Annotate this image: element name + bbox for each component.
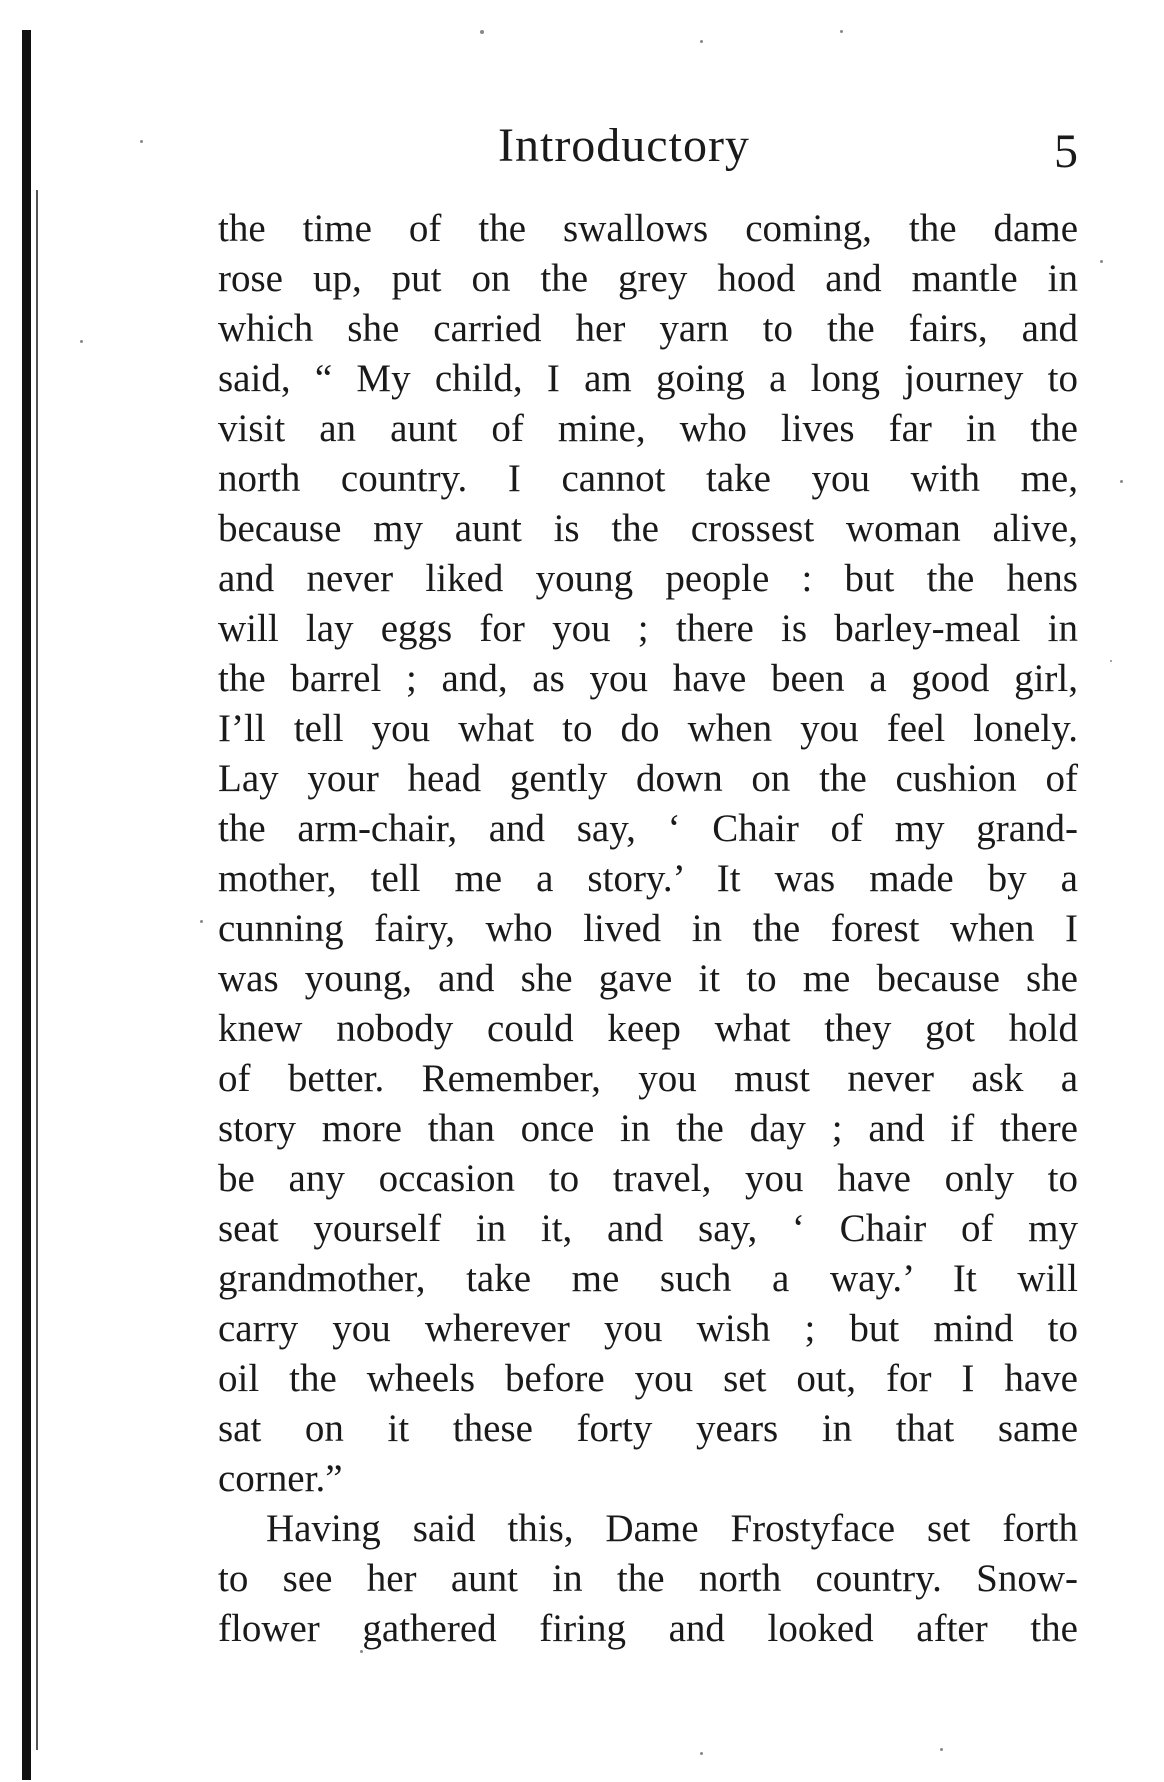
text-line: knew nobody could keep what they got hold: [218, 1007, 1078, 1050]
text-line: sat on it these forty years in that same: [218, 1407, 1078, 1450]
scan-speck: [840, 30, 843, 33]
text-line: said, “ My child, I am going a long journey to: [218, 357, 1078, 400]
text-line: because my aunt is the crossest woman alive,: [218, 507, 1078, 550]
scan-speck: [1100, 260, 1103, 263]
text-line: the time of the swallows coming, the dame: [218, 207, 1078, 250]
scan-speck: [200, 920, 203, 923]
scan-speck: [700, 40, 703, 43]
text-line: cunning fairy, who lived in the forest when I: [218, 907, 1078, 950]
text-line: north country. I cannot take you with me,: [218, 457, 1078, 500]
text-line: will lay eggs for you ; there is barley-meal in: [218, 607, 1078, 650]
binding-edge-shadow: [36, 190, 38, 1750]
text-line: Lay your head gently down on the cushion of: [218, 757, 1078, 800]
scan-speck: [700, 1752, 703, 1755]
text-line: mother, tell me a story.’ It was made by a: [218, 857, 1078, 900]
page-number: 5: [1054, 125, 1078, 178]
text-line: of better. Remember, you must never ask a: [218, 1057, 1078, 1100]
text-line: rose up, put on the grey hood and mantle in: [218, 257, 1078, 300]
text-line: which she carried her yarn to the fairs, and: [218, 307, 1078, 350]
text-line: story more than once in the day ; and if there: [218, 1107, 1078, 1150]
text-line: was young, and she gave it to me because she: [218, 957, 1078, 1000]
scan-speck: [1120, 480, 1123, 483]
text-line: I’ll tell you what to do when you feel lonely.: [218, 707, 1078, 750]
text-line: the barrel ; and, as you have been a good girl,: [218, 657, 1078, 700]
text-line: seat yourself in it, and say, ‘ Chair of my: [218, 1207, 1078, 1250]
text-line: Having said this, Dame Frostyface set forth: [266, 1507, 1078, 1550]
scan-speck: [80, 340, 83, 343]
text-line: flower gathered firing and looked after the: [218, 1607, 1078, 1650]
text-line: carry you wherever you wish ; but mind to: [218, 1307, 1078, 1350]
scan-speck: [480, 30, 484, 34]
scan-speck: [140, 140, 143, 143]
scan-speck: [360, 1650, 363, 1653]
text-line: the arm-chair, and say, ‘ Chair of my grand-: [218, 807, 1078, 850]
text-line: and never liked young people : but the hens: [218, 557, 1078, 600]
text-line: be any occasion to travel, you have only to: [218, 1157, 1078, 1200]
text-line: visit an aunt of mine, who lives far in the: [218, 407, 1078, 450]
running-head: [218, 118, 1078, 178]
text-line: oil the wheels before you set out, for I have: [218, 1357, 1078, 1400]
text-line: corner.”: [218, 1457, 343, 1500]
text-line: grandmother, take me such a way.’ It will: [218, 1257, 1078, 1300]
text-line: to see her aunt in the north country. Snow-: [218, 1557, 1078, 1600]
chapter-title: Introductory: [498, 119, 750, 172]
scan-speck: [940, 1748, 943, 1751]
scan-speck: [1110, 660, 1112, 662]
body-text: [218, 204, 1078, 1654]
binding-edge: [22, 30, 31, 1780]
